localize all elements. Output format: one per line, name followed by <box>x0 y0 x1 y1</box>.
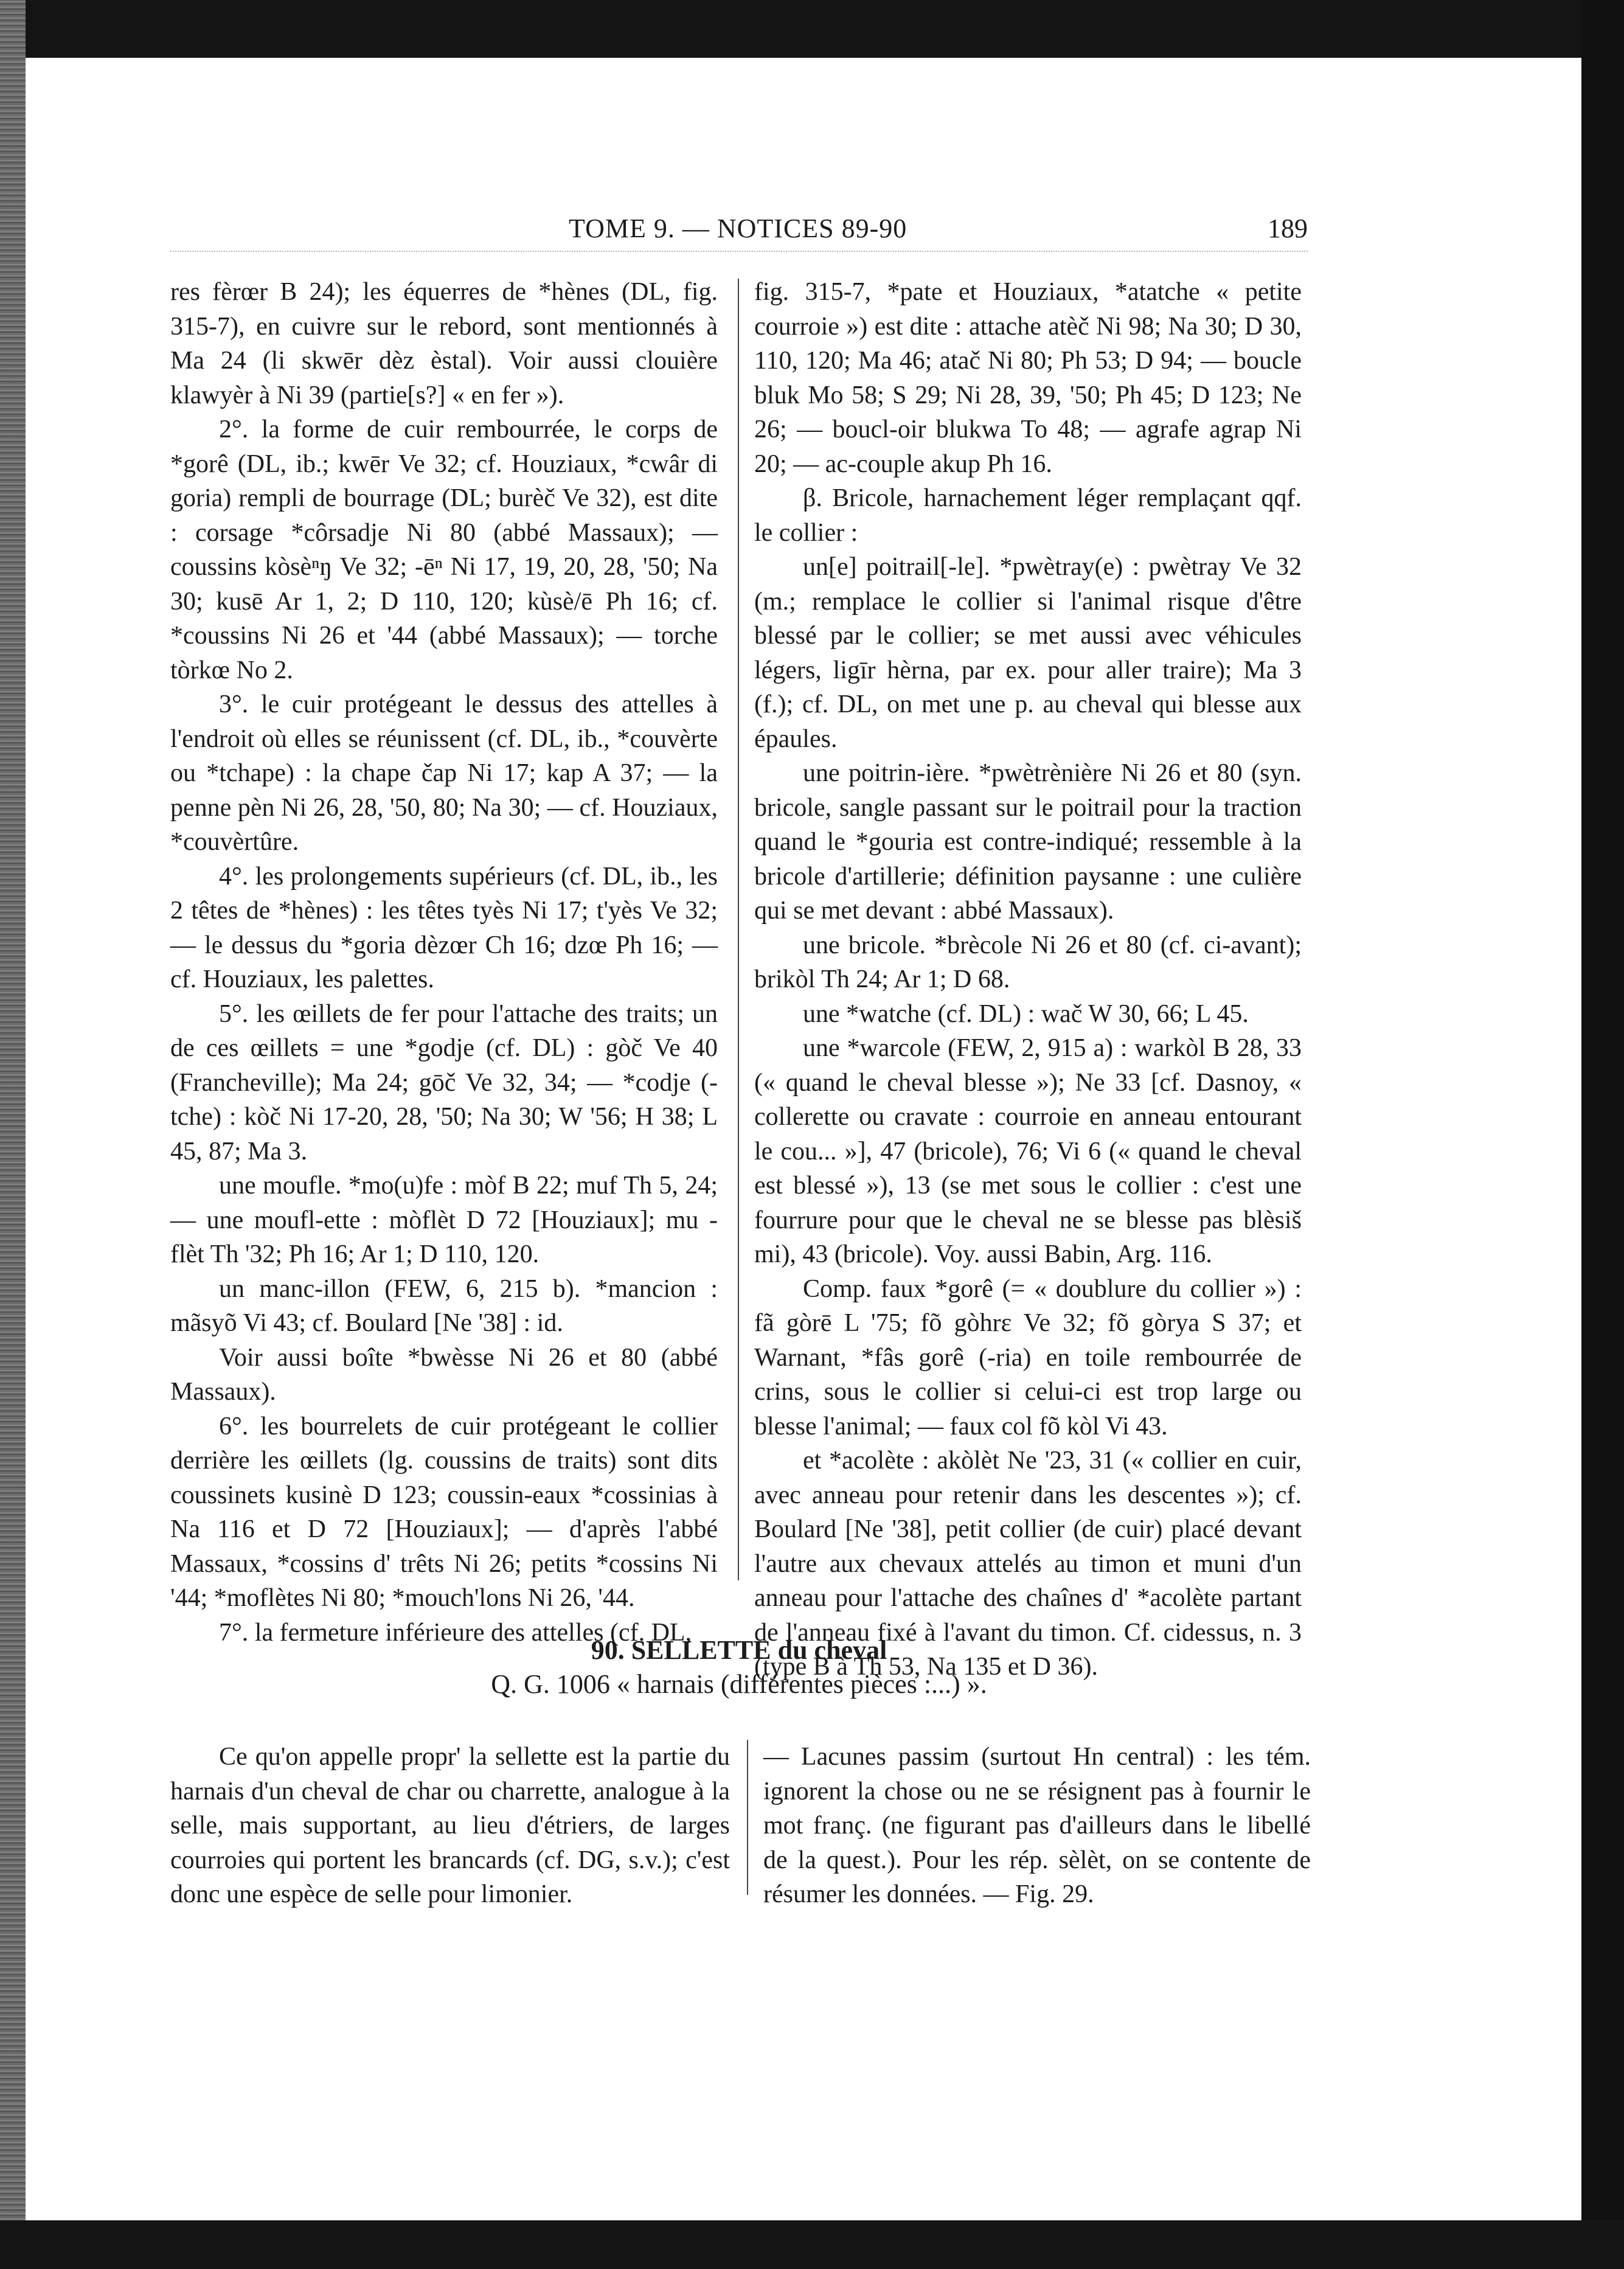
bottom-right-column <box>763 1740 1311 1912</box>
section-subtitle: Q. G. 1006 « harnais (différentes pièces :...) ». <box>491 1669 987 1699</box>
paragraph: une bricole. *brècole Ni 26 et 80 (cf. ci-avant); brikòl Th 24; Ar 1; D 68. <box>754 931 1302 993</box>
paragraph: une *warcole (FEW, 2, 915 a) : warkòl B 28, 33 (« quand le cheval blesse »); Ne 33 [cf. Dasnoy, « collerette ou cravate : courroie en anneau entourant le cou... »], 47 (bricole), 76; Vi 6 (« quand le cheval est blessé »), 13 (se met sous le collier : c'est une fourrure pour que le cheval ne se blesse pas blèsiš mi), 43 (bricole). Voy. aussi Babin, Arg. 116. <box>754 1034 1302 1268</box>
paragraph: un manc-illon (FEW, 6, 215 b). *mancion : mãsyõ Vi 43; cf. Boulard [Ne '38] : id. <box>170 1274 718 1337</box>
paragraph: 2°. la forme de cuir rembourrée, le corps de *gorê (DL, ib.; kwēr Ve 32; cf. Houziaux, *cwâr di goria) rempli de bourrage (DL; burèč Ve 32), est dite : corsage *côrsadje Ni 80 (abbé Massaux); — coussins kòsèⁿŋ Ve 32; -ēⁿ Ni 17, 19, 20, 28, '50; Na 30; kusē Ar 1, 2; D 110, 120; kùsè/ē Ph 16; cf. *coussins Ni 26 et '44 (abbé Massaux); — torche tòrkœ No 2. <box>170 415 718 684</box>
paragraph: 3°. le cuir protégeant le dessus des attelles à l'endroit où elles se réunissent (cf. DL, ib., *couvèrte ou *tchape) : la chape čap Ni 17; kap A 37; — la penne pèn Ni 26, 28, '50, 80; Na 30; — cf. Houziaux, *couvèrtûre. <box>170 690 718 856</box>
paragraph: β. Bricole, harnachement léger remplaçant qqf. le collier : <box>754 484 1302 547</box>
scan-border-top <box>0 0 1624 58</box>
section-heading <box>170 1633 1308 1701</box>
paragraph: — Lacunes passim (surtout Hn central) : les tém. ignorent la chose ou ne se résignent pas à fournir le mot franç. (ne figurant pas d'ailleurs dans le libellé de la quest.). Pour les rép. sèlèt, on se contente de résumer les données. — Fig. 29. <box>763 1743 1311 1908</box>
column-divider <box>738 279 739 1580</box>
section-title: 90. SELLETTE du cheval <box>591 1635 887 1665</box>
paragraph: 4°. les prolongements supérieurs (cf. DL, ib., les 2 têtes de *hènes) : les têtes tyès Ni 17; t'yès Ve 32; — le dessus du *goria dèzœr Ch 16; dzœ Ph 16; — cf. Houziaux, les palettes. <box>170 862 718 993</box>
paragraph: Voir aussi boîte *bwèsse Ni 26 et 80 (abbé Massaux). <box>170 1343 718 1406</box>
left-column <box>170 275 718 1650</box>
paragraph: un[e] poitrail[-le]. *pwètray(e) : pwètray Ve 32 (m.; remplace le collier si l'animal risque d'être blessé par le collier; se met aussi avec véhicules légers, ligīr hèrna, par ex. pour aller traire); Ma 3 (f.); cf. DL, on met une p. au cheval qui blesse aux épaules. <box>754 553 1302 753</box>
scan-border-bottom <box>0 2220 1624 2269</box>
page-header <box>170 213 1308 255</box>
paragraph: Comp. faux *gorê (= « doublure du collier ») : fã gòrē L '75; fõ gòhrɛ Ve 32; fõ gòrya S 37; et Warnant, *fâs gorê (-ria) en toile rembourrée de crins, sous le collier si celui-ci est trop large ou blesse l'animal; — faux col fõ kòl Vi 43. <box>754 1274 1302 1440</box>
scan-border-left <box>0 0 26 2269</box>
paragraph: une *watche (cf. DL) : wač W 30, 66; L 45. <box>803 999 1249 1028</box>
right-column <box>754 275 1302 1684</box>
page-number: 189 <box>1268 214 1308 243</box>
bottom-left-column <box>170 1740 730 1912</box>
paragraph: res fèrœr B 24); les équerres de *hènes (DL, fig. 315-7), en cuivre sur le rebord, sont mentionnés à Ma 24 (li skwēr dèz èstal). Voir aussi clouière klawyèr à Ni 39 (partie[s?] « en fer »). <box>170 278 718 409</box>
paragraph: Ce qu'on appelle propr' la sellette est la partie du harnais d'un cheval de char ou charrette, analogue à la selle, mais supportant, au lieu d'étriers, de larges courroies qui portent les brancards (cf. DG, s.v.); c'est donc une espèce de selle pour limonier. <box>170 1743 730 1908</box>
bottom-column-divider <box>747 1740 748 1895</box>
paragraph: 7°. la fermeture inférieure des attelles (cf. DL, <box>219 1618 692 1647</box>
paragraph: et *acolète : akòlèt Ne '23, 31 (« collier en cuir, avec anneau pour retenir dans les descentes »); cf. Boulard [Ne '38], petit collier (de cuir) placé devant l'autre aux chevaux attelés au timon et muni d'un anneau pour l'attache des chaînes d' *acolète partant de l'anneau fixé à l'avant du timon. Cf. cidessus, n. 3 (type B à Th 53, Na 135 et D 36). <box>754 1447 1302 1681</box>
paragraph: fig. 315-7, *pate et Houziaux, *atatche « petite courroie ») est dite : attache atèč Ni 98; Na 30; D 30, 110, 120; Ma 46; atač Ni 80; Ph 53; D 94; — boucle bluk Mo 58; S 29; Ni 28, 39, '50; Ph 45; D 123; Ne 26; — boucl-oir blukwa To 48; — agrafe agrap Ni 20; — ac-couple akup Ph 16. <box>754 278 1302 478</box>
header-rule <box>170 251 1308 252</box>
paragraph: 5°. les œillets de fer pour l'attache des traits; un de ces œillets = une *godje (cf. DL) : gòč Ve 40 (Francheville); Ma 24; gōč Ve 32, 34; — *codje (-tche) : kòč Ni 17-20, 28, '50; Na 30; W '56; H 38; L 45, 87; Ma 3. <box>170 999 718 1166</box>
paragraph: 6°. les bourrelets de cuir protégeant le collier derrière les œillets (lg. coussins de traits) sont dits coussinets kusinè D 123; coussin-eaux *cossinias à Na 116 et D 72 [Houziaux]; — d'après l'abbé Massaux, *cossins d' trêts Ni 26; petits *cossins Ni '44; *moflètes Ni 80; *mouch'lons Ni 26, '44. <box>170 1412 718 1612</box>
paragraph: une moufle. *mo(u)fe : mòf B 22; muf Th 5, 24; — une moufl-ette : mòflèt D 72 [Houziaux]; mu - flèt Th '32; Ph 16; Ar 1; D 110, 120. <box>170 1172 718 1268</box>
running-title: TOME 9. — NOTICES 89-90 <box>569 214 907 243</box>
paragraph: une poitrin-ière. *pwètrènière Ni 26 et 80 (syn. bricole, sangle passant sur le poitrail pour la traction quand le *gouria est contre-indiqué; ressemble à la bricole d'artillerie; définition paysanne : une culière qui se met devant : abbé Massaux). <box>754 759 1302 925</box>
scan-border-right <box>1581 0 1624 2269</box>
